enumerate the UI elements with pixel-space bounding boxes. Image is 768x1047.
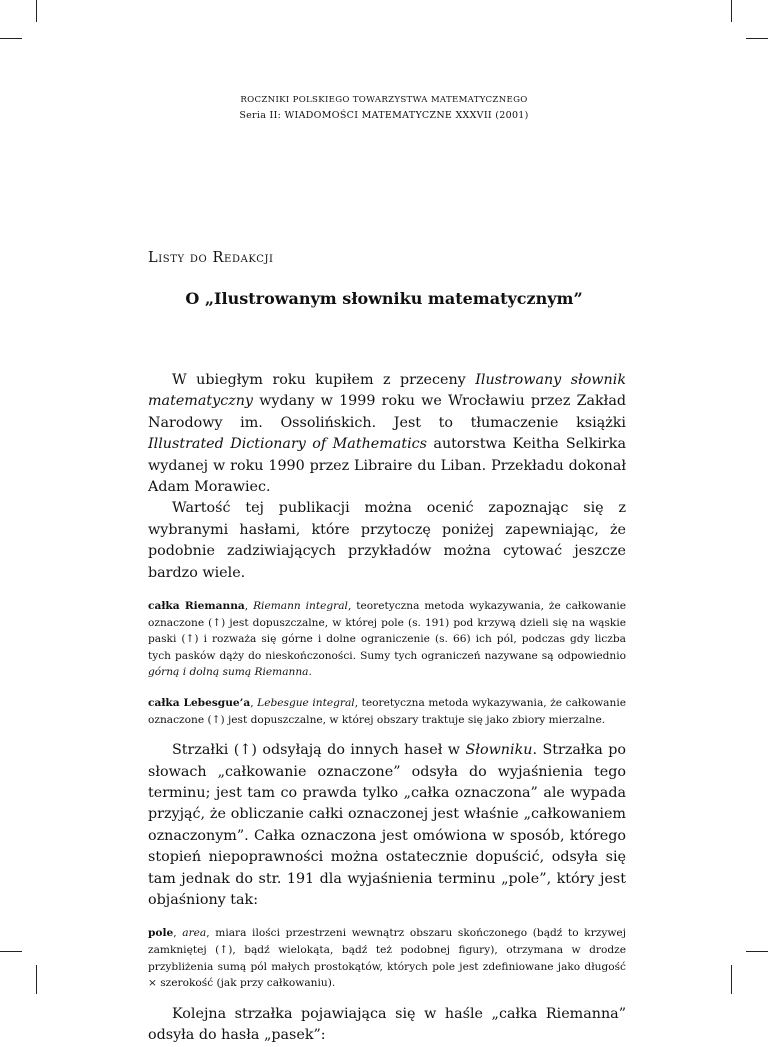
paragraph-4: Kolejna strzałka pojawiająca się w haśle „całka Riemanna” odsyła do hasła „pasek”:	[148, 1005, 626, 1044]
crop-mark	[746, 951, 768, 952]
crop-mark	[36, 0, 37, 22]
section-title: Listy do Redakcji	[148, 250, 274, 266]
journal-name: ROCZNIKI POLSKIEGO TOWARZYSTWA MATEMATYCZNEGO	[240, 95, 528, 105]
crop-mark	[0, 951, 22, 952]
crop-mark	[36, 965, 37, 994]
quote-pole: pole, area, miara ilości przestrzeni wewnątrz obszaru skończonego (bądź to krzywej zamkniętej (↑), bądź wielokąta, bądź też podobnej figury), otrzymana w drodze przybliżenia sumą pól małych prostokątów, których pole jest zdefiniowane jako długość × szerokość (jak przy całkowaniu).	[148, 927, 626, 990]
quote-riemann: całka Riemanna, Riemann integral, teoretyczna metoda wykazywania, że całkowanie oznaczone (↑) jest dopuszczalne, w której pole (s. 191) pod krzywą dzieli się na wąskie paski (↑) i rozważa się górne i dolne ograniczenie (s. 66) ich pól, podczas gdy liczba tych pasków dąży do nieskończoności. Sumy tych ograniczeń nazywane są odpowiednio górną i dolną sumą Riemanna.	[148, 600, 626, 679]
crop-mark	[0, 38, 22, 39]
article-body	[148, 370, 626, 1047]
paragraph-2: Wartość tej publikacji można ocenić zapoznając się z wybranymi hasłami, które przytoczę poniżej zapewniając, że podobnie zadziwiających przykładów można cytować jeszcze bardzo wiele.	[148, 500, 626, 581]
quote-lebesgue: całka Lebesgue’a, Lebesgue integral, teoretyczna metoda wykazywania, że całkowanie oznaczone (↑) jest dopuszczalne, w której obszary traktuje się jako zbiory mierzalne.	[148, 697, 626, 726]
crop-mark	[731, 0, 732, 22]
journal-series: Seria II: WIADOMOŚCI MATEMATYCZNE XXXVII (2001)	[239, 110, 529, 121]
crop-mark	[746, 38, 768, 39]
paragraph-3: Strzałki (↑) odsyłają do innych haseł w Słowniku. Strzałka po słowach „całkowanie oznaczone” odsyła do wyjaśnienia tego terminu; jest tam co prawda tylko „całka oznaczona” ale wypada przyjąć, że obliczanie całki oznaczonej jest właśnie „całkowaniem oznaczonym”. Całka oznaczona jest omówiona w sposób, którego stopień niepoprawności można ostatecznie dopuścić, odsyła się tam jednak do str. 191 dla wyjaśnienia terminu „pole”, który jest objaśniony tak:	[148, 742, 626, 909]
crop-mark	[731, 965, 732, 994]
journal-header	[0, 92, 768, 124]
paragraph-1: W ubiegłym roku kupiłem z przeceny Ilustrowany słownik matematyczny wydany w 1999 roku we Wrocławiu przez Zakład Narodowy im. Ossolińskich. Jest to tłumaczenie książki Illustrated Dictionary of Mathematics autorstwa Keitha Selkirka wydanej w roku 1990 przez Libraire du Liban. Przekładu dokonał Adam Morawiec.	[148, 372, 626, 496]
article-title: O „Ilustrowanym słowniku matematycznym”	[185, 289, 583, 308]
